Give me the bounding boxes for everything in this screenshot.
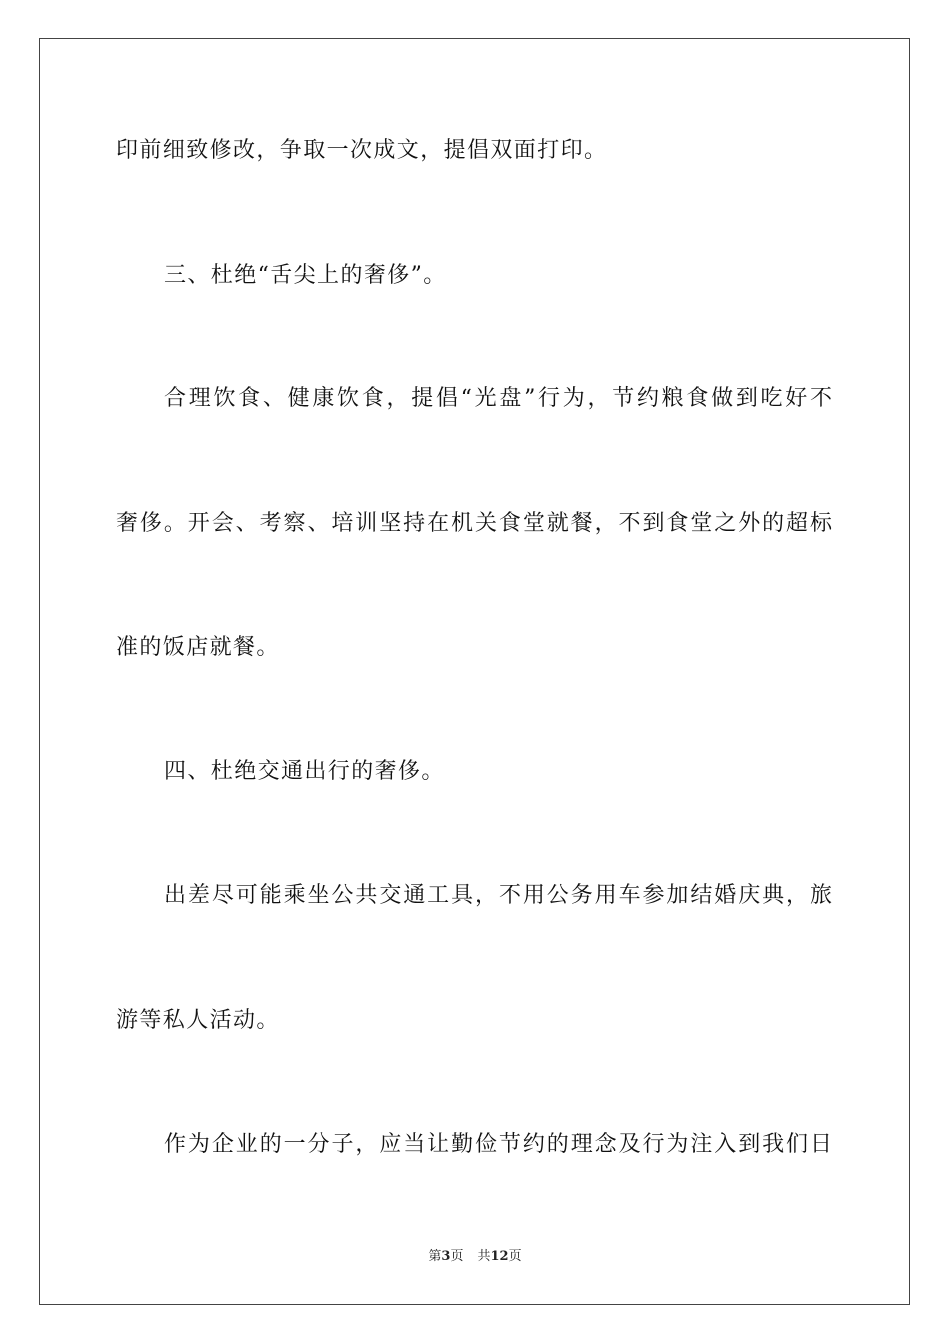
total-page-number: 12: [490, 1249, 509, 1264]
body-line-7: 出差尽可能乘坐公共交通工具，不用公务用车参加结婚庆典，旅: [164, 883, 832, 908]
footer-page-suffix: 页: [450, 1249, 464, 1264]
page-footer: [0, 1248, 950, 1266]
current-page-number: 3: [441, 1249, 451, 1264]
body-line-1: 印前细致修改，争取一次成文，提倡双面打印。: [116, 138, 608, 163]
section-heading-4: 四、杜绝交通出行的奢侈。: [164, 759, 445, 784]
body-line-8: 游等私人活动。: [116, 1008, 280, 1033]
body-line-3: 合理饮食、健康饮食，提倡“光盘”行为，节约粮食做到吃好不: [164, 386, 832, 411]
body-line-5: 准的饭店就餐。: [116, 635, 280, 660]
section-heading-3: 三、杜绝“舌尖上的奢侈”。: [164, 263, 447, 288]
footer-page-prefix: 第: [428, 1249, 442, 1264]
footer-total-suffix: 页: [508, 1249, 522, 1264]
page-border: [39, 38, 910, 1305]
body-line-9: 作为企业的一分子，应当让勤俭节约的理念及行为注入到我们日: [164, 1132, 832, 1157]
footer-total-prefix: 共: [477, 1249, 491, 1264]
body-line-4: 奢侈。开会、考察、培训坚持在机关食堂就餐，不到食堂之外的超标: [116, 511, 832, 536]
